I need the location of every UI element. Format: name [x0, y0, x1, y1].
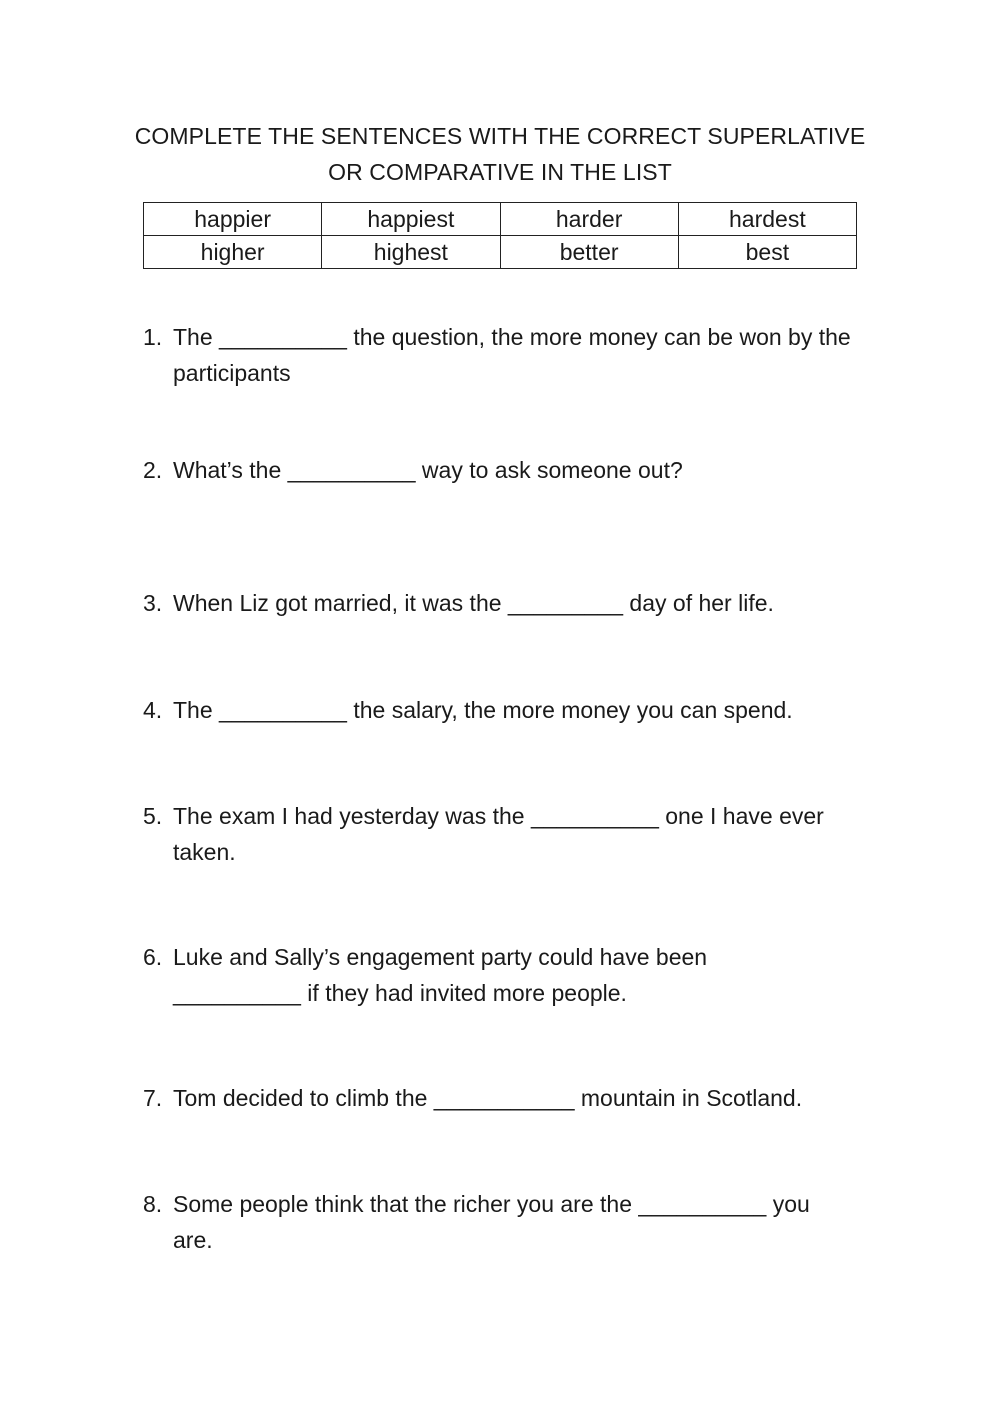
item-number: 6. — [143, 944, 163, 970]
word-cell: better — [500, 236, 678, 269]
exercise-item-4 — [143, 692, 863, 728]
word-cell: harder — [500, 203, 678, 236]
item-sentence: The __________ the salary, the more money you can spend. — [173, 697, 793, 723]
exercise-item-5 — [143, 798, 863, 870]
item-sentence: Luke and Sally’s engagement party could have been __________ if they had invited more people. — [173, 944, 708, 1006]
word-cell: happiest — [322, 203, 500, 236]
word-row — [144, 236, 857, 269]
exercise-item-1 — [143, 319, 863, 391]
title-line-2: OR COMPARATIVE IN THE LIST — [328, 159, 672, 185]
word-cell: happier — [144, 203, 322, 236]
item-number: 2. — [143, 457, 163, 483]
item-number: 3. — [143, 590, 163, 616]
item-sentence: The __________ the question, the more money can be won by the participants — [173, 324, 851, 386]
exercise-item-6 — [143, 939, 743, 1011]
word-cell: higher — [144, 236, 322, 269]
exercise-item-8 — [143, 1186, 823, 1258]
word-cell: highest — [322, 236, 500, 269]
word-row — [144, 203, 857, 236]
item-sentence: When Liz got married, it was the _________ day of her life. — [173, 590, 774, 616]
item-number: 4. — [143, 697, 163, 723]
title-line-1: COMPLETE THE SENTENCES WITH THE CORRECT SUPERLATIVE — [134, 123, 866, 149]
item-sentence: Tom decided to climb the ___________ mountain in Scotland. — [173, 1085, 803, 1111]
word-cell: hardest — [678, 203, 856, 236]
item-number: 5. — [143, 803, 163, 829]
worksheet-title — [100, 118, 900, 190]
exercise-item-3 — [143, 585, 863, 621]
word-cell: best — [678, 236, 856, 269]
item-number: 7. — [143, 1085, 163, 1111]
item-number: 1. — [143, 324, 163, 350]
item-sentence: Some people think that the richer you are the __________ you are. — [173, 1191, 810, 1253]
item-sentence: The exam I had yesterday was the __________ one I have ever taken. — [173, 803, 824, 865]
word-list-table — [143, 202, 857, 269]
item-number: 8. — [143, 1191, 163, 1217]
exercise-item-7 — [143, 1080, 863, 1116]
item-sentence: What’s the __________ way to ask someone out? — [173, 457, 683, 483]
exercise-item-2 — [143, 452, 863, 488]
